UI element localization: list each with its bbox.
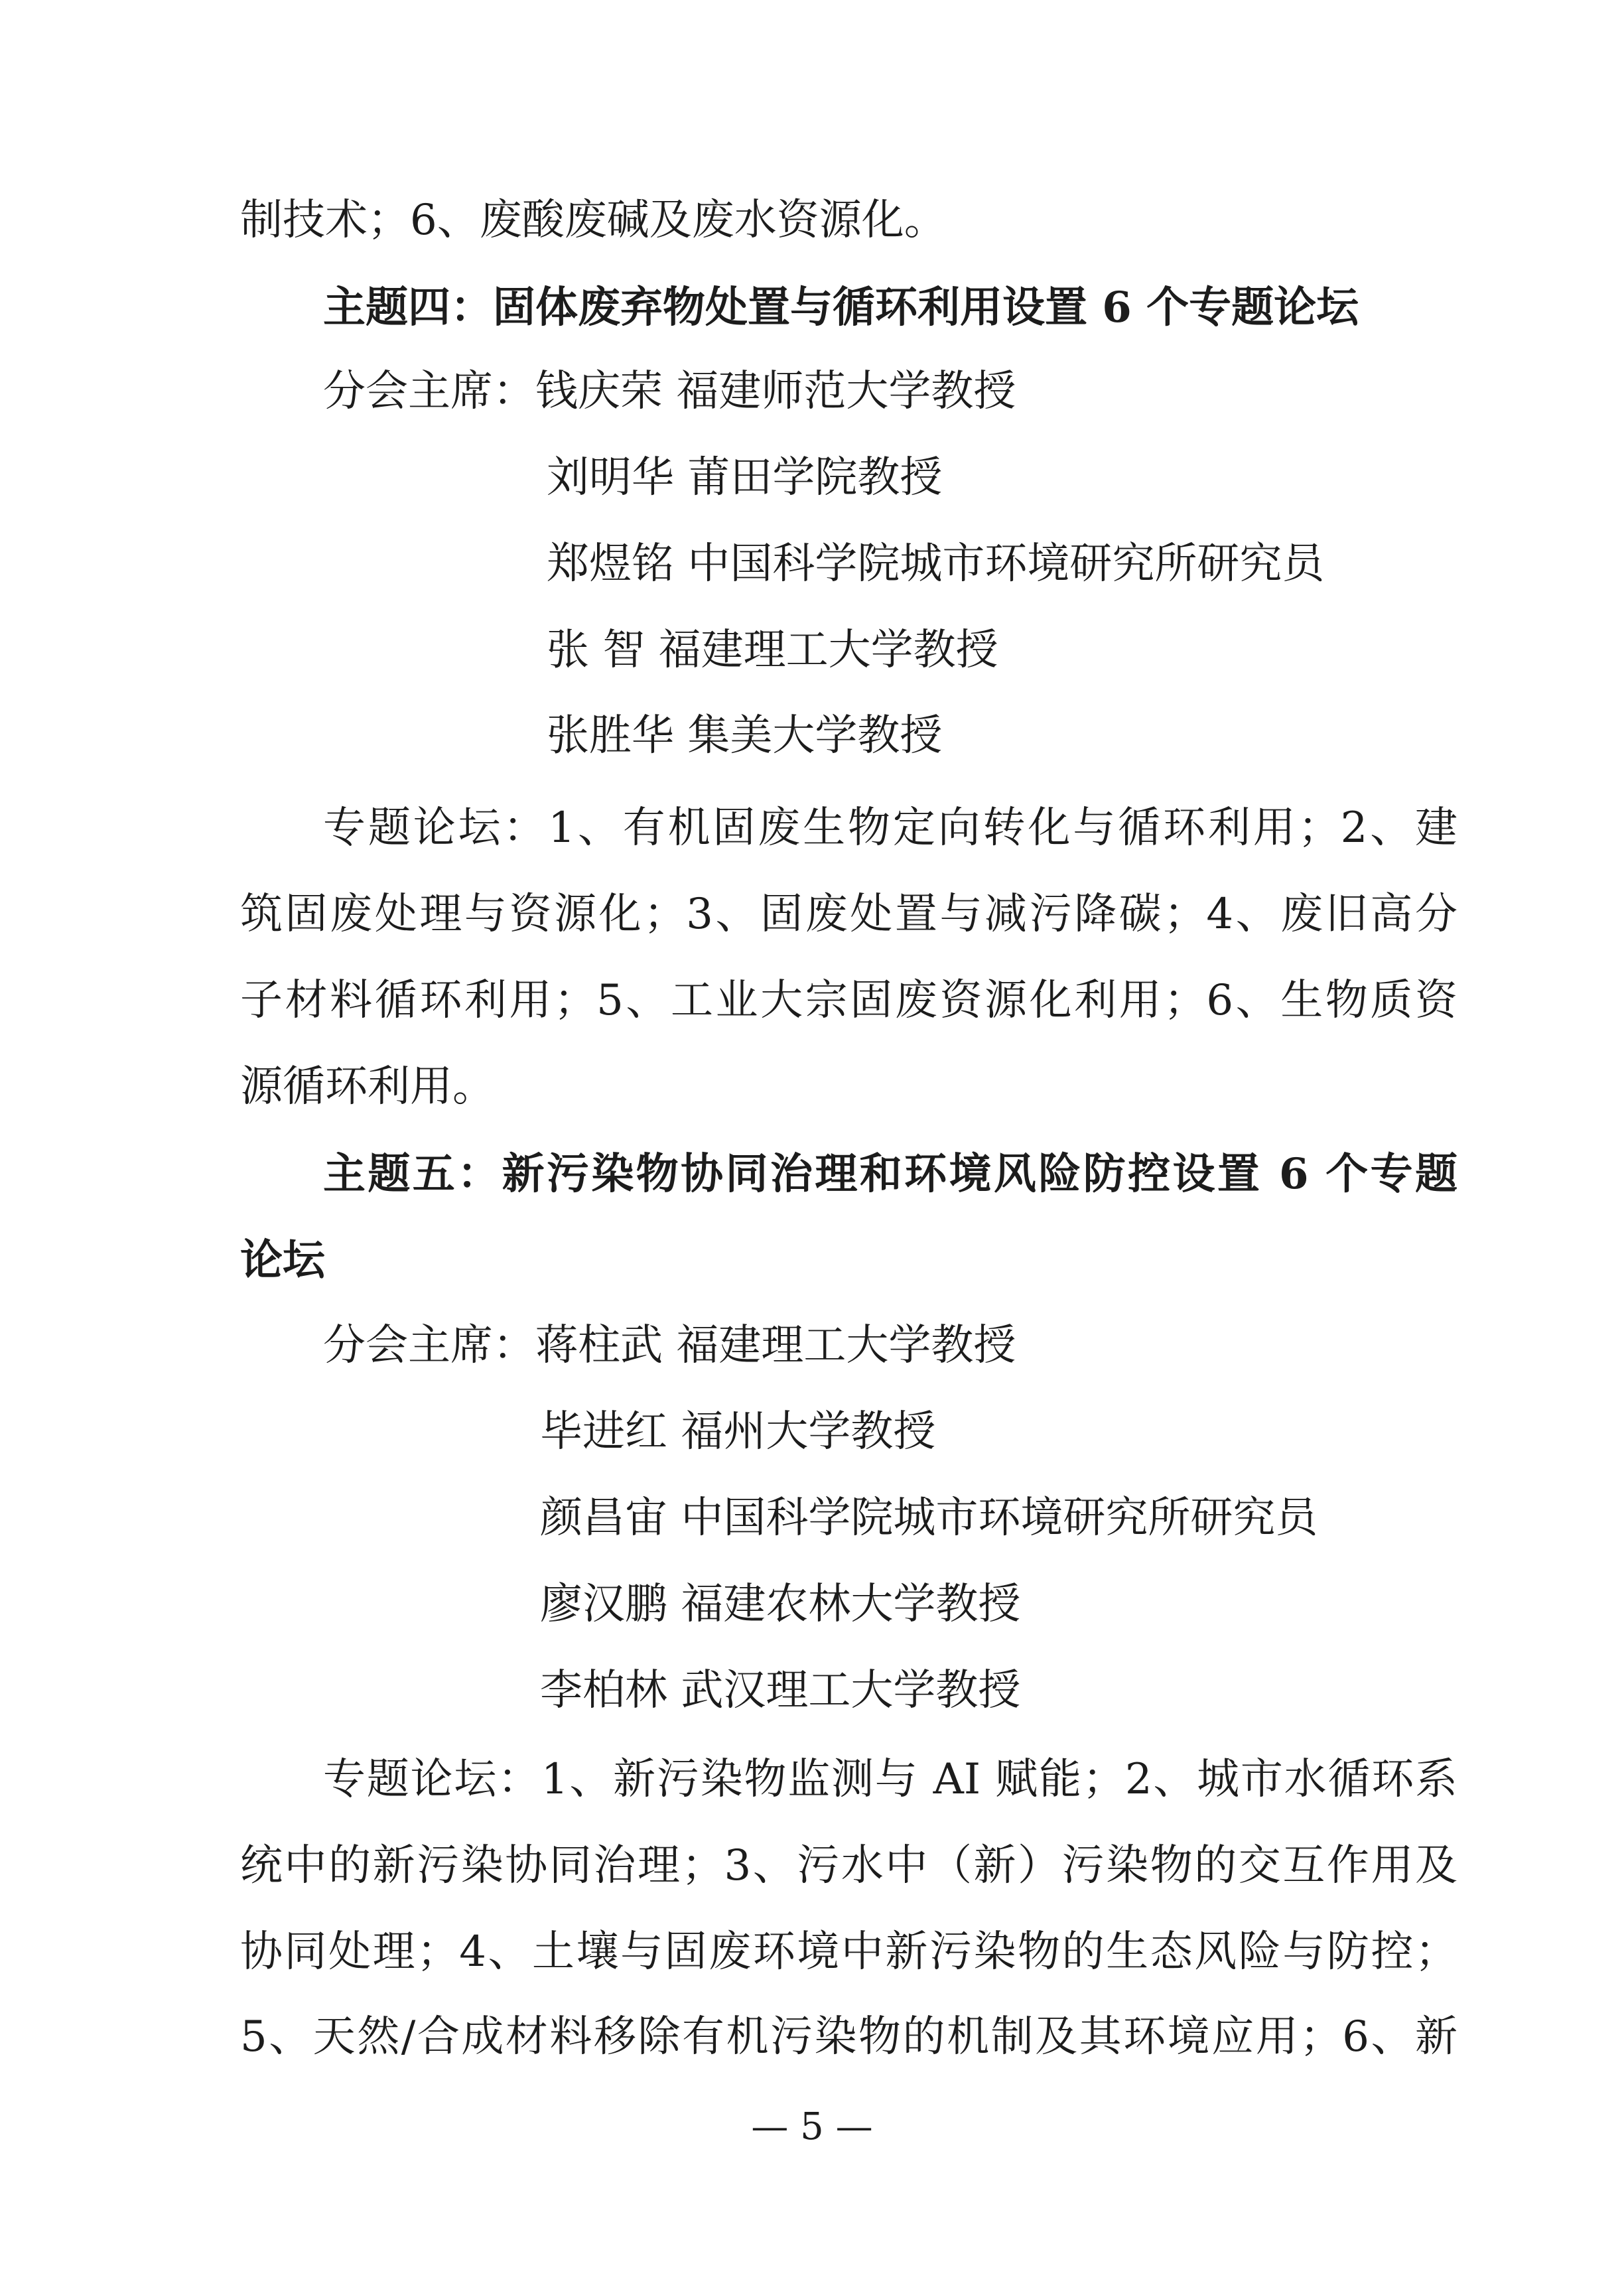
session-chair-line: 毕进红 福州大学教授	[540, 1407, 936, 1456]
session-chair-line: 分会主席：钱庆荣 福建师范大学教授	[323, 367, 1016, 416]
session-chair-line: 张 智 福建理工大学教授	[547, 626, 998, 675]
topic-forums-line: 5、天然/合成材料移除有机污染物的机制及其环境应用；6、新	[240, 2012, 1457, 2061]
section-heading-theme-5-continued: 论坛	[240, 1235, 325, 1285]
session-chair-line: 刘明华 莆田学院教授	[547, 453, 943, 502]
session-chair-line: 李柏林 武汉理工大学教授	[540, 1666, 1021, 1715]
topic-forums-line: 筑固废处理与资源化；3、固废处置与减污降碳；4、废旧高分	[240, 890, 1457, 939]
topic-forums-line: 专题论坛：1、新污染物监测与 AI 赋能；2、城市水循环系	[323, 1755, 1457, 1804]
topic-forums-line: 源循环利用。	[240, 1062, 495, 1111]
section-heading-theme-5: 主题五：新污染物协同治理和环境风险防控设置 6 个专题	[323, 1149, 1457, 1199]
body-text-line: 制技术；6、废酸废碱及废水资源化。	[240, 196, 947, 245]
session-chair-line: 张胜华 集美大学教授	[547, 711, 943, 760]
topic-forums-line: 子材料循环利用；5、工业大宗固废资源化利用；6、生物质资	[240, 976, 1457, 1025]
session-chair-line: 廖汉鹏 福建农林大学教授	[540, 1580, 1021, 1629]
section-heading-theme-4: 主题四：固体废弃物处置与循环利用设置 6 个专题论坛	[323, 283, 1359, 332]
topic-forums-line: 协同处理；4、土壤与固废环境中新污染物的生态风险与防控；	[240, 1927, 1457, 1977]
session-chair-line: 颜昌宙 中国科学院城市环境研究所研究员	[540, 1494, 1318, 1543]
session-chair-line: 分会主席：蒋柱武 福建理工大学教授	[323, 1321, 1016, 1370]
topic-forums-line: 专题论坛：1、有机固废生物定向转化与循环利用；2、建	[323, 803, 1457, 853]
session-chair-line: 郑煜铭 中国科学院城市环境研究所研究员	[547, 539, 1325, 589]
topic-forums-line: 统中的新污染协同治理；3、污水中（新）污染物的交互作用及	[240, 1841, 1457, 1890]
page-number: — 5 —	[751, 2105, 873, 2148]
